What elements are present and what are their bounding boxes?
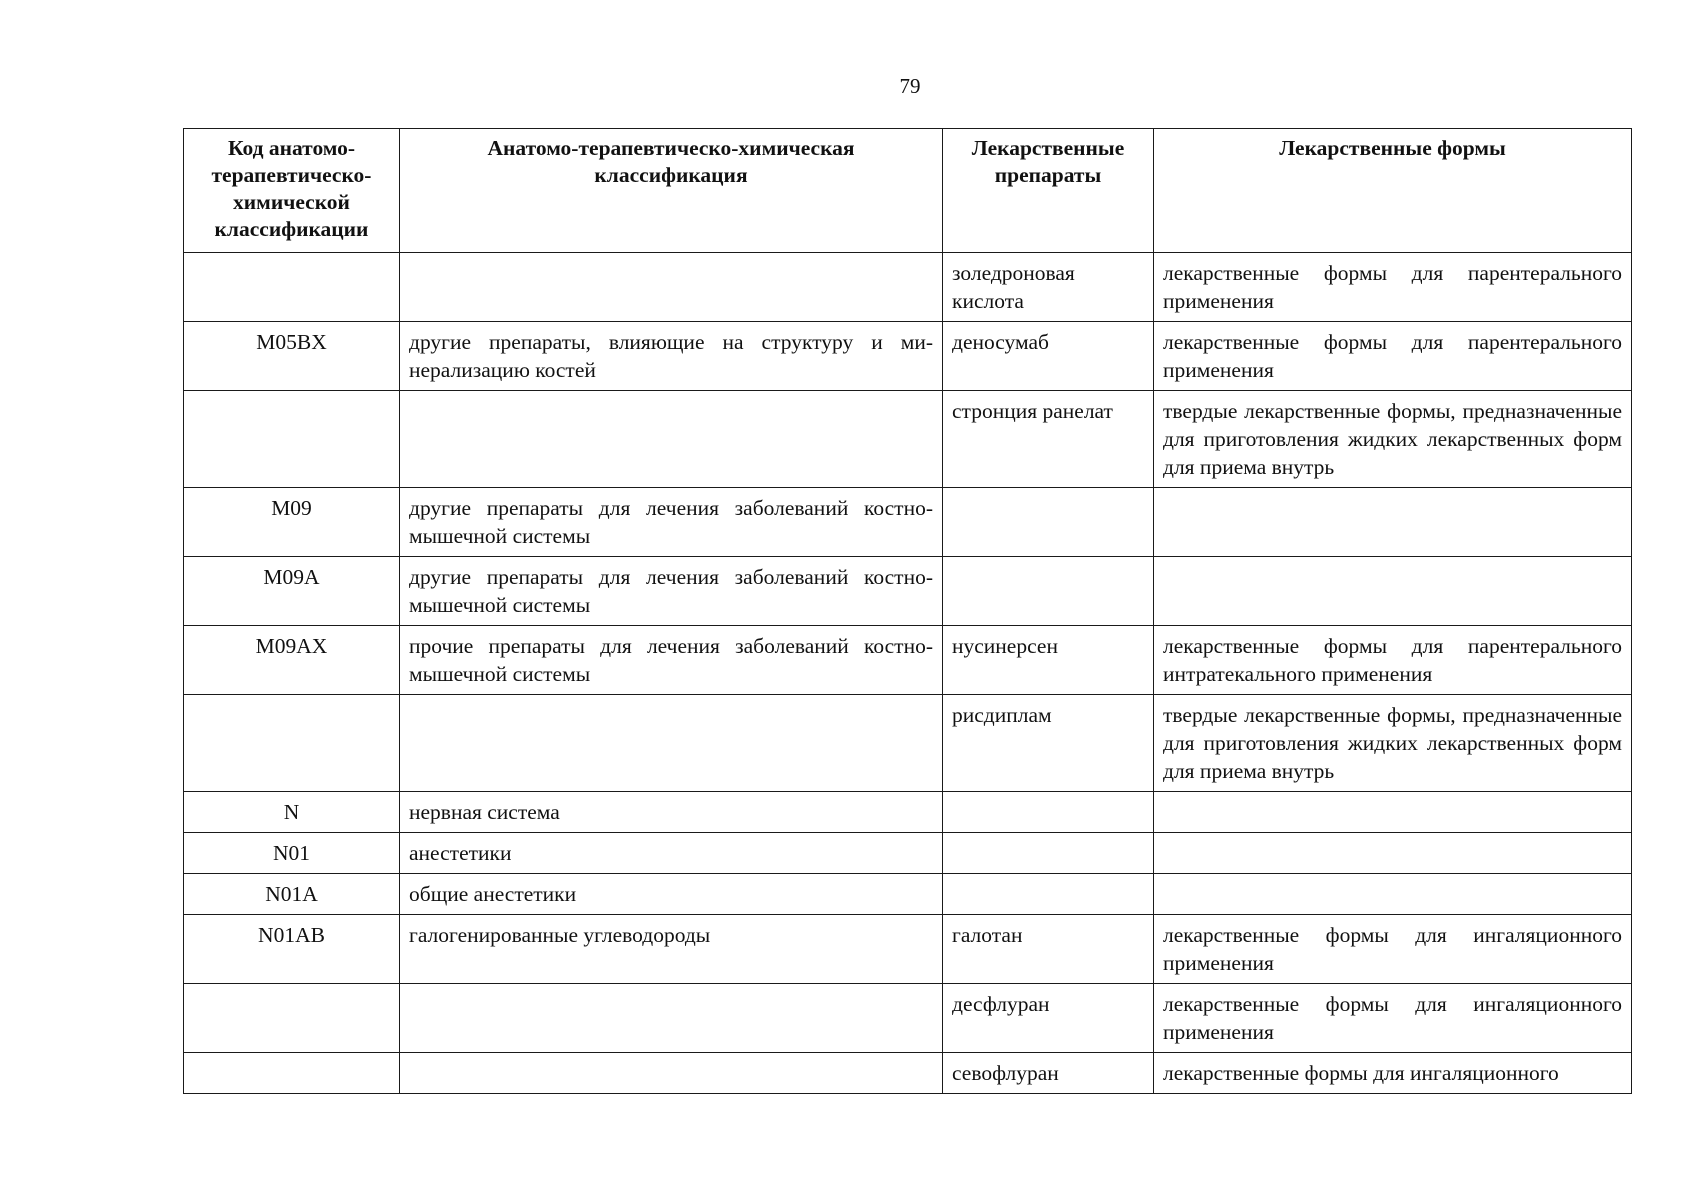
dosage-form-cell: лекарственные формы для ингаляционного применения [1154,915,1632,984]
atc-code-cell: N01 [184,833,400,874]
dosage-form-cell [1154,792,1632,833]
dosage-form-cell [1154,874,1632,915]
dosage-form-cell [1154,833,1632,874]
table-row [184,488,1632,557]
classification-cell [400,1053,943,1094]
drug-cell [943,488,1154,557]
classification-cell [400,695,943,792]
table-row [184,874,1632,915]
atc-code-cell: M05BX [184,322,400,391]
header-dosage-forms: Лекарственные формы [1154,129,1632,253]
classification-cell: анестетики [400,833,943,874]
dosage-form-cell: твердые лекарственные формы, предназначенные для приготовления жидких лекарственных форм для приема внутрь [1154,391,1632,488]
drug-cell: галотан [943,915,1154,984]
drug-cell: севофлуран [943,1053,1154,1094]
dosage-form-cell: лекарственные формы для парентерального применения [1154,253,1632,322]
drug-cell: деносумаб [943,322,1154,391]
atc-code-cell [184,253,400,322]
dosage-form-cell: лекарственные формы для парентерального применения [1154,322,1632,391]
table-row [184,984,1632,1053]
atc-code-cell: N01A [184,874,400,915]
table-row [184,322,1632,391]
header-atc-classification: Анатомо-терапевтическо-химическая классификация [400,129,943,253]
classification-cell [400,984,943,1053]
table-row [184,833,1632,874]
page-number: 79 [899,74,921,98]
table-row [184,557,1632,626]
table-row [184,792,1632,833]
dosage-form-cell: лекарственные формы для ингаляционного [1154,1053,1632,1094]
drug-cell [943,874,1154,915]
table-row [184,915,1632,984]
atc-code-cell: N [184,792,400,833]
atc-code-cell [184,984,400,1053]
dosage-form-cell: твердые лекарственные формы, предназначенные для приготовления жидких лекарственных форм для приема внутрь [1154,695,1632,792]
atc-classification-table [183,128,1632,1094]
table-row [184,695,1632,792]
dosage-form-cell [1154,557,1632,626]
header-drugs: Лекарственные препараты [943,129,1154,253]
atc-code-cell [184,1053,400,1094]
table-header-row [184,129,1632,253]
atc-code-cell [184,391,400,488]
drug-cell: десфлуран [943,984,1154,1053]
classification-cell: другие препараты для лечения заболеваний костно-мышечной системы [400,488,943,557]
drug-cell: стронция ранелат [943,391,1154,488]
table-row [184,253,1632,322]
table-row [184,391,1632,488]
drug-cell [943,557,1154,626]
drug-cell: золедроновая кислота [943,253,1154,322]
dosage-form-cell: лекарственные формы для парентерального интратекального применения [1154,626,1632,695]
classification-cell: нервная система [400,792,943,833]
dosage-form-cell [1154,488,1632,557]
drug-cell: нусинерсен [943,626,1154,695]
classification-cell [400,391,943,488]
classification-cell: другие препараты, влияющие на структуру и минерализацию костей [400,322,943,391]
atc-code-cell: M09 [184,488,400,557]
drug-cell: рисдиплам [943,695,1154,792]
classification-cell: общие анестетики [400,874,943,915]
classification-cell: другие препараты для лечения заболеваний костно-мышечной системы [400,557,943,626]
atc-code-cell: N01AB [184,915,400,984]
classification-cell: прочие препараты для лечения заболеваний костно-мышечной системы [400,626,943,695]
classification-cell: галогенированные углеводороды [400,915,943,984]
table-row [184,1053,1632,1094]
classification-cell [400,253,943,322]
atc-code-cell: M09A [184,557,400,626]
atc-code-cell [184,695,400,792]
drug-cell [943,833,1154,874]
header-atc-code: Код анатомо-терапевтическо-химической классификации [184,129,400,253]
atc-code-cell: M09AX [184,626,400,695]
table-row [184,626,1632,695]
drug-cell [943,792,1154,833]
dosage-form-cell: лекарственные формы для ингаляционного применения [1154,984,1632,1053]
